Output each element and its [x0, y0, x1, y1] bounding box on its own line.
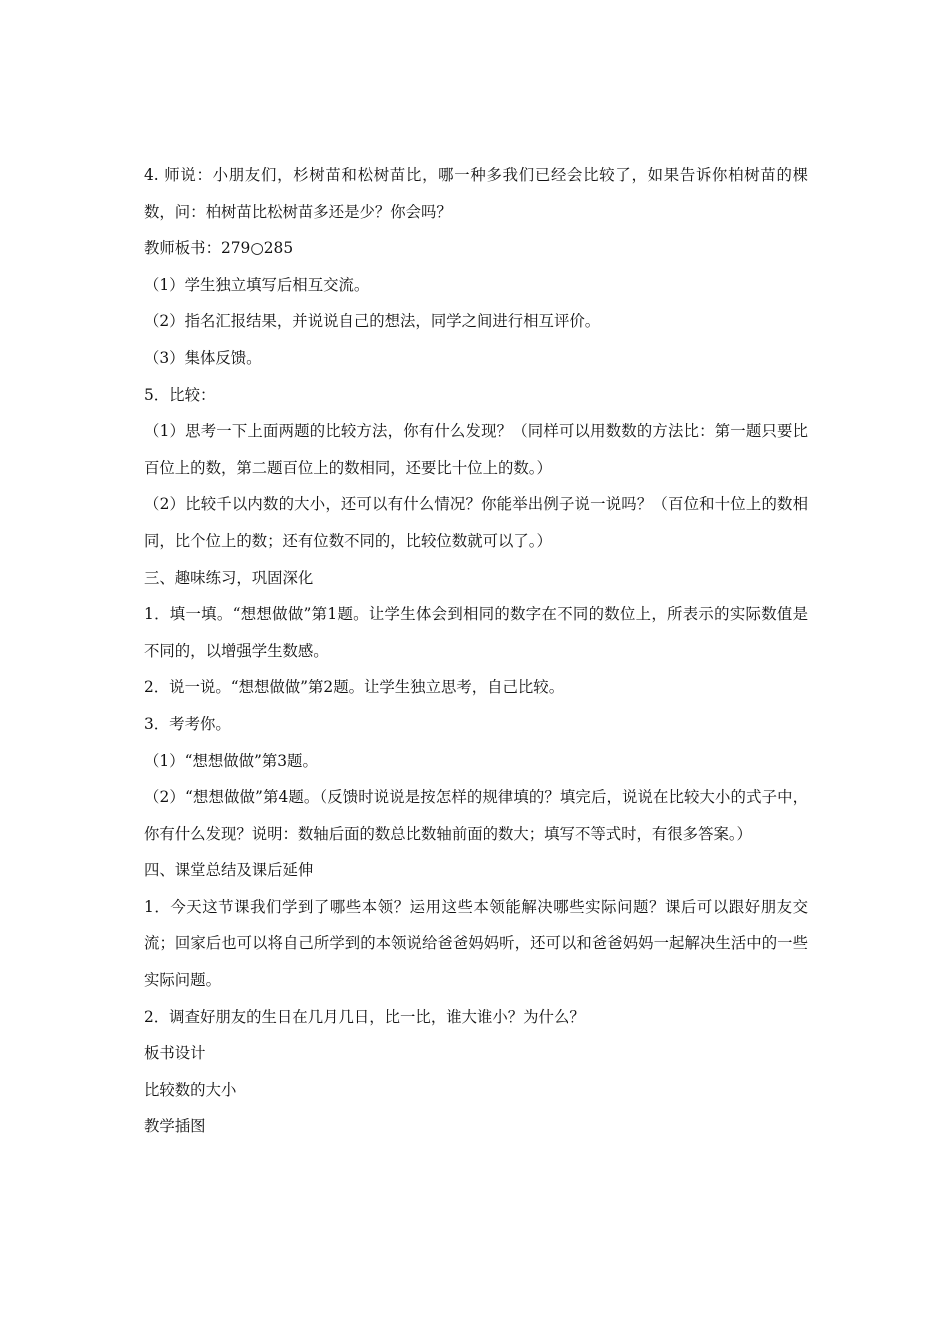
- heading-teaching-illustration: 教学插图: [144, 1117, 206, 1136]
- paragraph-teacher-question: 4. 师说：小朋友们，杉树苗和松树苗比，哪一种多我们已经会比较了，如果告诉你柏树苗的棵数，问：柏树苗比松树苗多还是少？你会吗？: [144, 166, 808, 221]
- section-heading-summary: 四、课堂总结及课后延伸: [144, 861, 314, 880]
- section-heading-practice: 三、趣味练习，巩固深化: [144, 568, 314, 587]
- heading-board-design: 板书设计: [144, 1044, 206, 1063]
- paragraph-compare-heading: 5．比较：: [144, 385, 216, 404]
- paragraph-practice-3-1: （1）“想想做做”第3题。: [144, 751, 318, 770]
- paragraph-summary-2: 2．调查好朋友的生日在几月几日，比一比，谁大谁小？为什么？: [144, 1007, 585, 1026]
- paragraph-compare-2: （2）比较千以内数的大小，还可以有什么情况？你能举出例子说一说吗？（百位和十位上的数相同，比个位上的数；还有位数不同的，比较位数就可以了。）: [144, 495, 808, 550]
- board-design-title: 比较数的大小: [144, 1080, 237, 1099]
- paragraph-step-2: （2）指名汇报结果，并说说自己的想法，同学之间进行相互评价。: [144, 312, 601, 331]
- paragraph-step-3: （3）集体反馈。: [144, 348, 262, 367]
- paragraph-practice-1: 1．填一填。“想想做做”第1题。让学生体会到相同的数字在不同的数位上，所表示的实际数值是不同的，以增强学生数感。: [144, 605, 808, 660]
- document-body: [144, 157, 808, 1145]
- paragraph-step-1: （1）学生独立填写后相互交流。: [144, 275, 370, 294]
- paragraph-practice-2: 2．说一说。“想想做做”第2题。让学生独立思考，自己比较。: [144, 678, 565, 697]
- paragraph-practice-3: 3．考考你。: [144, 714, 231, 733]
- paragraph-board-writing: 教师板书：279○285: [144, 239, 294, 258]
- paragraph-summary-1: 1．今天这节课我们学到了哪些本领？运用这些本领能解决哪些实际问题？课后可以跟好朋友交流；回家后也可以将自己所学到的本领说给爸爸妈妈听，还可以和爸爸妈妈一起解决生活中的一些实际问题。: [144, 897, 808, 990]
- paragraph-practice-3-2: （2）“想想做做”第4题。（反馈时说说是按怎样的规律填的？填完后，说说在比较大小的式子中，你有什么发现？说明：数轴后面的数总比数轴前面的数大；填写不等式时，有很多答案。）: [144, 788, 808, 843]
- paragraph-compare-1: （1）思考一下上面两题的比较方法，你有什么发现？（同样可以用数数的方法比：第一题只要比百位上的数，第二题百位上的数相同，还要比十位上的数。）: [144, 422, 808, 477]
